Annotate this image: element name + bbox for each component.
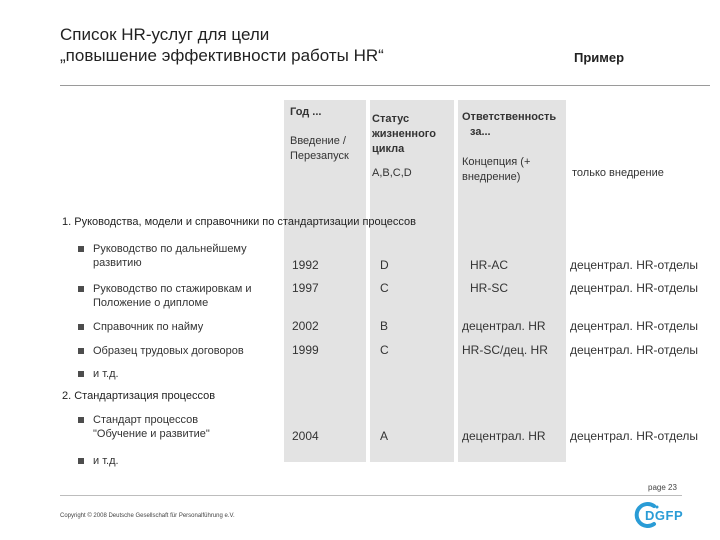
concept-subheader-line-1: Концепция (+ (462, 156, 531, 168)
concept-cell: HR-AC (470, 258, 508, 272)
status-header-line-2: жизненного (372, 128, 436, 140)
section-1-heading: 1. Руководства, модели и справочники по стандартизации процессов (62, 216, 417, 228)
list-item: Руководство по стажировкам и Положение о дипломе (78, 282, 252, 310)
implementation-cell: децентрал. HR-отделы (570, 319, 698, 333)
example-label: Пример (574, 50, 625, 65)
bullet-icon (78, 371, 84, 377)
title-line-2: „повышение эффективности работы HR“ (60, 46, 384, 65)
implementation-cell: децентрал. HR-отделы (570, 281, 698, 295)
status-header (372, 112, 436, 157)
year-cell: 1997 (292, 281, 319, 295)
year-cell: 2004 (292, 429, 319, 443)
bullet-icon (78, 246, 84, 252)
section-2-heading: 2. Стандартизация процессов (62, 390, 216, 402)
bullet-icon (78, 417, 84, 423)
title-line-1: Список HR-услуг для цели (60, 25, 270, 44)
list-item: Стандарт процессов "Обучение и развитие" (78, 413, 210, 441)
status-header-line-1: Статус (372, 113, 410, 125)
implementation-cell: децентрал. HR-отделы (570, 258, 698, 272)
year-header-sub-1: Введение / (290, 135, 346, 147)
footer-divider (60, 495, 682, 496)
list-item: и т.д. (78, 367, 119, 381)
dgfp-logo (632, 500, 696, 530)
year-header (290, 105, 349, 164)
year-header-sub-2: Перезапуск (290, 150, 349, 162)
responsibility-header-line-1: Ответственность (462, 111, 557, 123)
concept-cell: децентрал. HR (462, 319, 546, 333)
concept-subheader-line-2: внедрение) (462, 171, 521, 183)
status-header-sub: A,B,C,D (372, 167, 412, 179)
concept-subheader (462, 155, 530, 185)
page-title (60, 24, 384, 66)
bullet-icon (78, 324, 84, 330)
dgfp-logo-text: DGFP (645, 508, 684, 523)
bullet-icon (78, 286, 84, 292)
responsibility-header (462, 110, 556, 140)
year-cell: 1999 (292, 343, 319, 357)
implementation-subheader: только внедрение (572, 167, 664, 179)
status-cell: A (380, 429, 389, 443)
status-cell: D (380, 258, 389, 272)
year-cell: 1992 (292, 258, 319, 272)
status-header-line-3: цикла (372, 143, 405, 155)
implementation-cell: децентрал. HR-отделы (570, 343, 698, 357)
bullet-icon (78, 458, 84, 464)
status-cell: C (380, 281, 389, 295)
list-item: Справочник по найму (78, 320, 203, 334)
responsibility-header-line-2: за... (470, 126, 491, 138)
concept-cell: HR-SC (470, 281, 508, 295)
concept-cell: децентрал. HR (462, 429, 546, 443)
title-divider (60, 85, 710, 86)
implementation-cell: децентрал. HR-отделы (570, 429, 698, 443)
year-header-title: Год ... (290, 106, 322, 118)
list-item: Образец трудовых договоров (78, 344, 244, 358)
page-number: page 23 (648, 483, 677, 492)
status-cell: B (380, 319, 389, 333)
year-cell: 2002 (292, 319, 319, 333)
list-item: и т.д. (78, 454, 119, 468)
copyright: Copyright © 2008 Deutsche Gesellschaft für Personalführung e.V. (60, 513, 235, 519)
status-cell: C (380, 343, 389, 357)
concept-cell: HR-SC/дец. HR (462, 343, 548, 357)
list-item: Руководство по дальнейшему развитию (78, 242, 247, 270)
bullet-icon (78, 348, 84, 354)
